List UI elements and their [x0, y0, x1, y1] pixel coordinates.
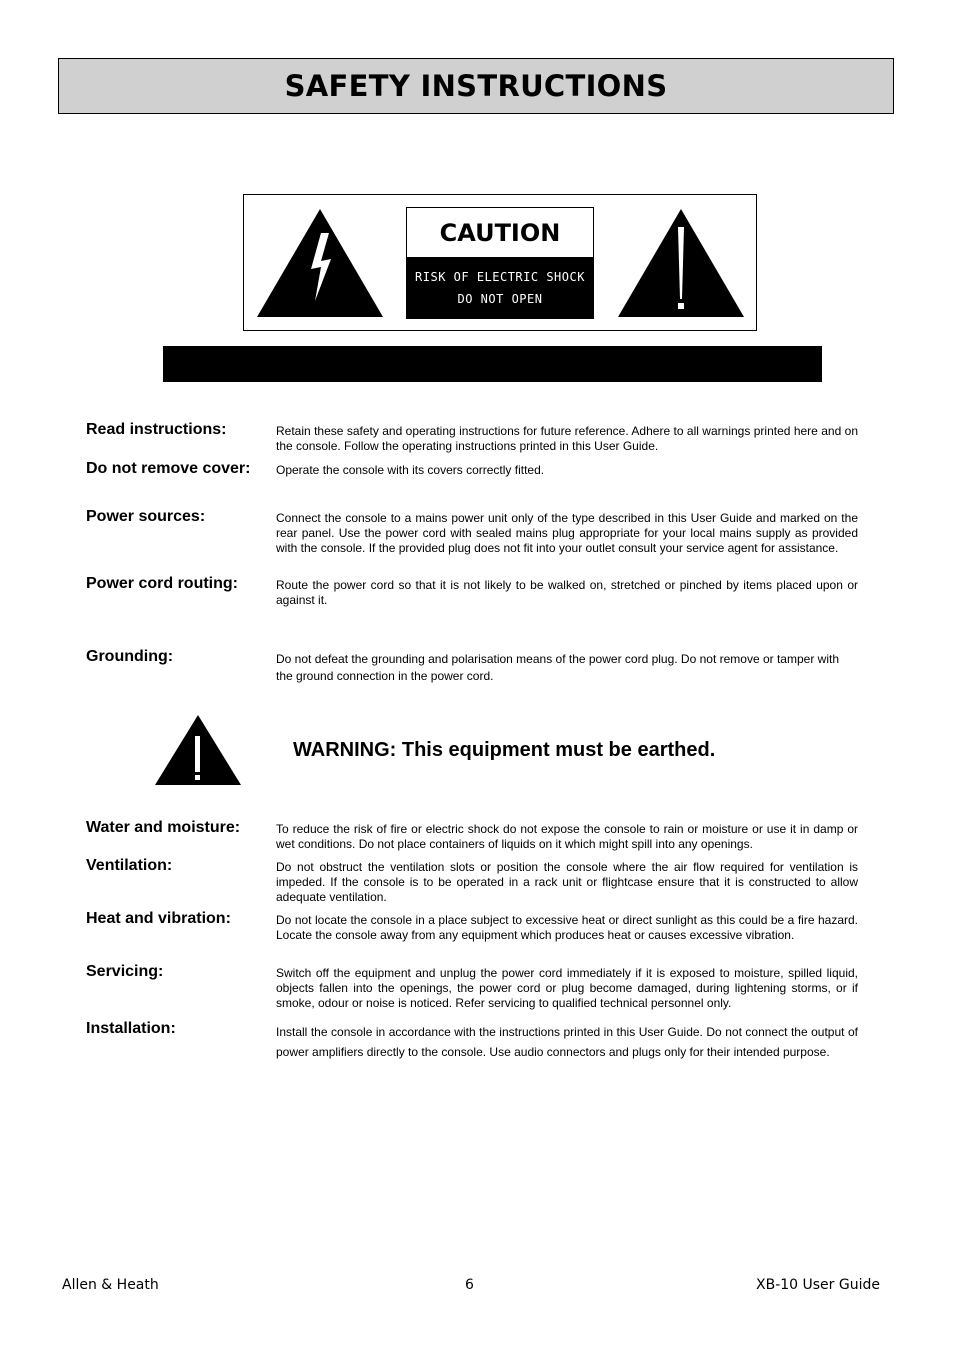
- caution-line-1: RISK OF ELECTRIC SHOCK: [415, 269, 585, 284]
- instruction-text: Do not obstruct the ventilation slots or position the console where the air flow required for ventilation is impeded. If the console is to be operated in a rack unit or flightcase ensure that it is constructed to allow adequate ventilation.: [276, 860, 858, 904]
- instruction-label: Grounding:: [86, 648, 174, 665]
- instruction-label: Do not remove cover:: [86, 460, 251, 477]
- title-bar: [58, 58, 894, 114]
- caution-body: [407, 257, 593, 318]
- exclamation-warning-icon: [616, 207, 746, 319]
- instruction-text: Install the console in accordance with the instructions printed in this User Guide. Do not connect the output of power amplifiers directly to the console. Use audio connectors and plugs only for their intended purpose.: [276, 1025, 858, 1059]
- footer-page-number: 6: [465, 1277, 474, 1293]
- instruction-label: Servicing:: [86, 963, 164, 980]
- instruction-text: Switch off the equipment and unplug the power cord immediately if it is exposed to moisture, spilled liquid, objects fallen into the openings, the power cord or plug become damaged, during lightening storms, or if smoke, odour or noise is noticed. Refer servicing to qualified technical personnel only.: [276, 966, 858, 1010]
- instruction-label: Power cord routing:: [86, 575, 238, 592]
- footer-company: Allen & Heath: [62, 1277, 159, 1293]
- instruction-text: To reduce the risk of fire or electric shock do not expose the console to rain or moisture or use it in damp or wet conditions. Do not place containers of liquids on it which might spill into any openings.: [276, 822, 858, 851]
- instruction-text: Operate the console with its covers correctly fitted.: [276, 463, 545, 477]
- lightning-warning-icon: [255, 207, 385, 319]
- instruction-text: Do not defeat the grounding and polarisation means of the power cord plug. Do not remove or tamper with the ground connection in the power cord.: [276, 652, 839, 683]
- instruction-text: Retain these safety and operating instructions for future reference. Adhere to all warnings printed here and on the console. Follow the operating instructions printed in this User Guide.: [276, 424, 858, 453]
- instruction-label: Power sources:: [86, 508, 206, 525]
- exclamation-warning-icon: [154, 714, 242, 786]
- instruction-text: Route the power cord so that it is not likely to be walked on, stretched or pinched by items placed upon or against it.: [276, 578, 858, 607]
- footer-guide-name: XB-10 User Guide: [756, 1277, 880, 1293]
- instruction-text: Do not locate the console in a place subject to excessive heat or direct sunlight as this could be a fire hazard. Locate the console away from any equipment which produces heat or causes excessive vibration.: [276, 913, 858, 942]
- caution-label: [406, 207, 594, 319]
- earth-warning: WARNING: This equipment must be earthed.: [293, 739, 716, 761]
- page-title: SAFETY INSTRUCTIONS: [284, 69, 668, 103]
- instruction-label: Water and moisture:: [86, 819, 241, 836]
- caution-line-2: DO NOT OPEN: [457, 291, 543, 306]
- instruction-label: Read instructions:: [86, 421, 227, 438]
- caution-heading: CAUTION: [439, 218, 561, 247]
- instruction-label: Heat and vibration:: [86, 910, 231, 927]
- instruction-label: Installation:: [86, 1020, 176, 1037]
- caution-panel: [243, 194, 757, 331]
- instruction-text: Connect the console to a mains power unit only of the type described in this User Guide and marked on the rear panel. Use the power cord with sealed mains plug appropriate for your local mains supply as provided with the console. If the provided plug does not fit into your outlet consult your service agent for assistance.: [276, 511, 858, 555]
- instruction-label: Ventilation:: [86, 857, 173, 874]
- black-band: [163, 346, 822, 382]
